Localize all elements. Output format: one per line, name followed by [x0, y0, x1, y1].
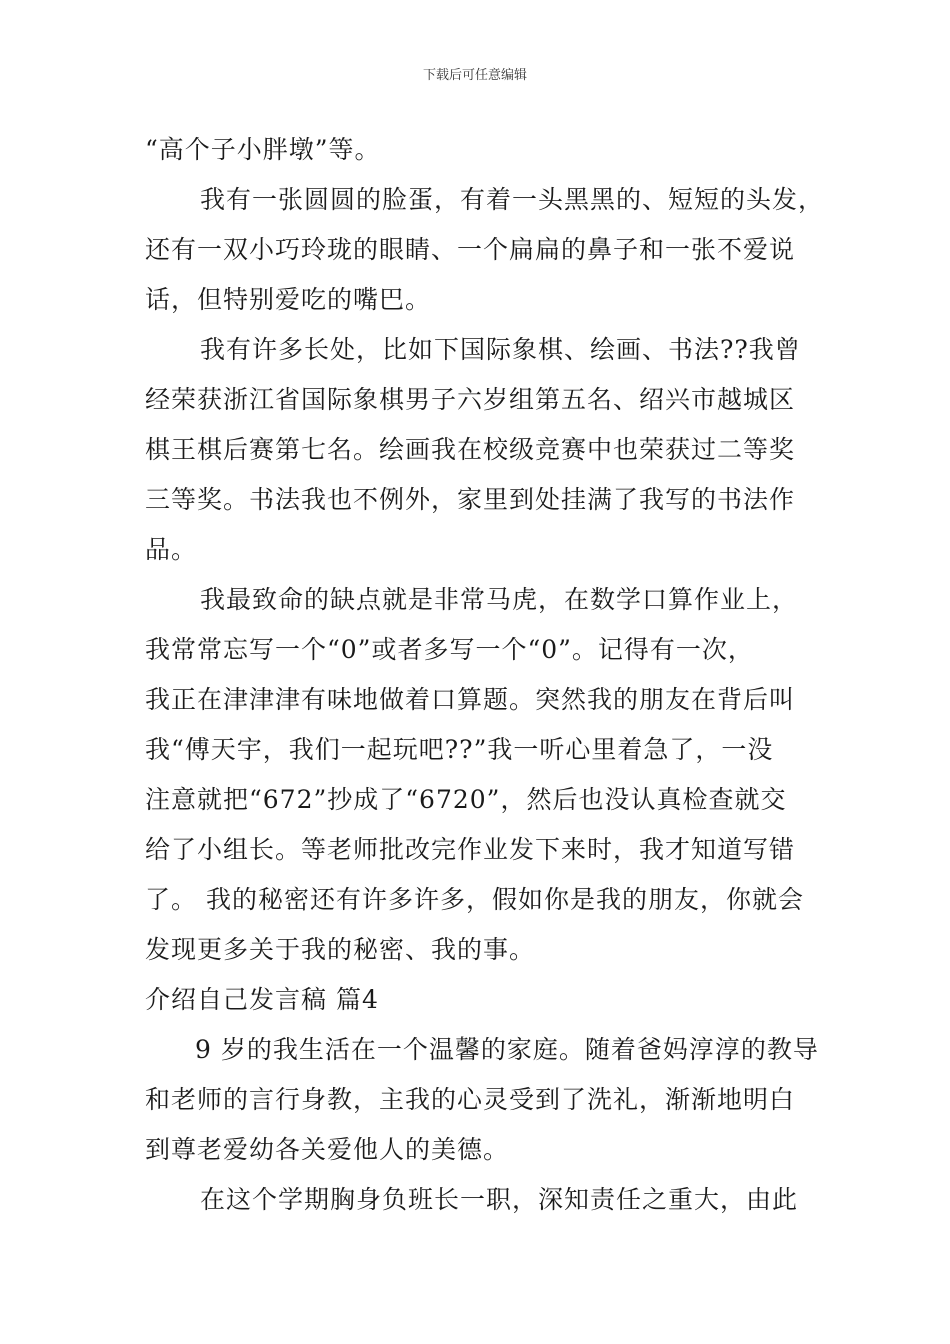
text-line: 还有一双小巧玲珑的眼睛、一个扁扁的鼻子和一张不爱说	[145, 235, 796, 264]
text-line: 9 岁的我生活在一个温馨的家庭。随着爸妈淳淳的教导	[195, 1035, 819, 1064]
page-header: 下载后可任意编辑	[422, 68, 527, 83]
text-line: 棋王棋后赛第七名。绘画我在校级竞赛中也荣获过二等奖	[145, 435, 796, 464]
text-line: 和老师的言行身教，主我的心灵受到了洗礼，渐渐地明白	[145, 1085, 796, 1114]
text-line: 我有一张圆圆的脸蛋，有着一头黑黑的、短短的头发，	[200, 185, 825, 214]
text-line: 注意就把“672”抄成了“6720”，然后也没认真检查就交	[145, 785, 787, 814]
text-line: 话，但特别爱吃的嘴巴。	[145, 285, 432, 314]
text-line: 我正在津津津有味地做着口算题。突然我的朋友在背后叫	[145, 685, 796, 714]
text-line: 我“傅天宇，我们一起玩吧??”我一听心里着急了，一没	[145, 735, 774, 764]
text-line: 我常常忘写一个“0”或者多写一个“0”。记得有一次，	[145, 635, 754, 664]
text-line: 经荣获浙江省国际象棋男子六岁组第五名、绍兴市越城区	[145, 385, 796, 414]
text-line: 我最致命的缺点就是非常马虎，在数学口算作业上，	[200, 585, 799, 614]
text-line: 我有许多长处，比如下国际象棋、绘画、书法??我曾	[200, 335, 801, 364]
text-line: 在这个学期胸身负班长一职，深知责任之重大，由此	[200, 1185, 799, 1214]
text-line: “高个子小胖墩”等。	[145, 135, 381, 164]
text-line: 给了小组长。等老师批改完作业发下来时，我才知道写错	[145, 835, 796, 864]
text-line: 了。 我的秘密还有许多许多，假如你是我的朋友，你就会	[145, 885, 804, 914]
text-line: 发现更多关于我的秘密、我的事。	[145, 935, 536, 964]
section-heading: 介绍自己发言稿 篇4	[145, 985, 379, 1014]
text-line: 品。	[145, 535, 198, 564]
text-line: 三等奖。书法我也不例外，家里到处挂满了我写的书法作	[145, 485, 796, 514]
text-line: 到尊老爱幼各关爱他人的美德。	[145, 1135, 510, 1164]
